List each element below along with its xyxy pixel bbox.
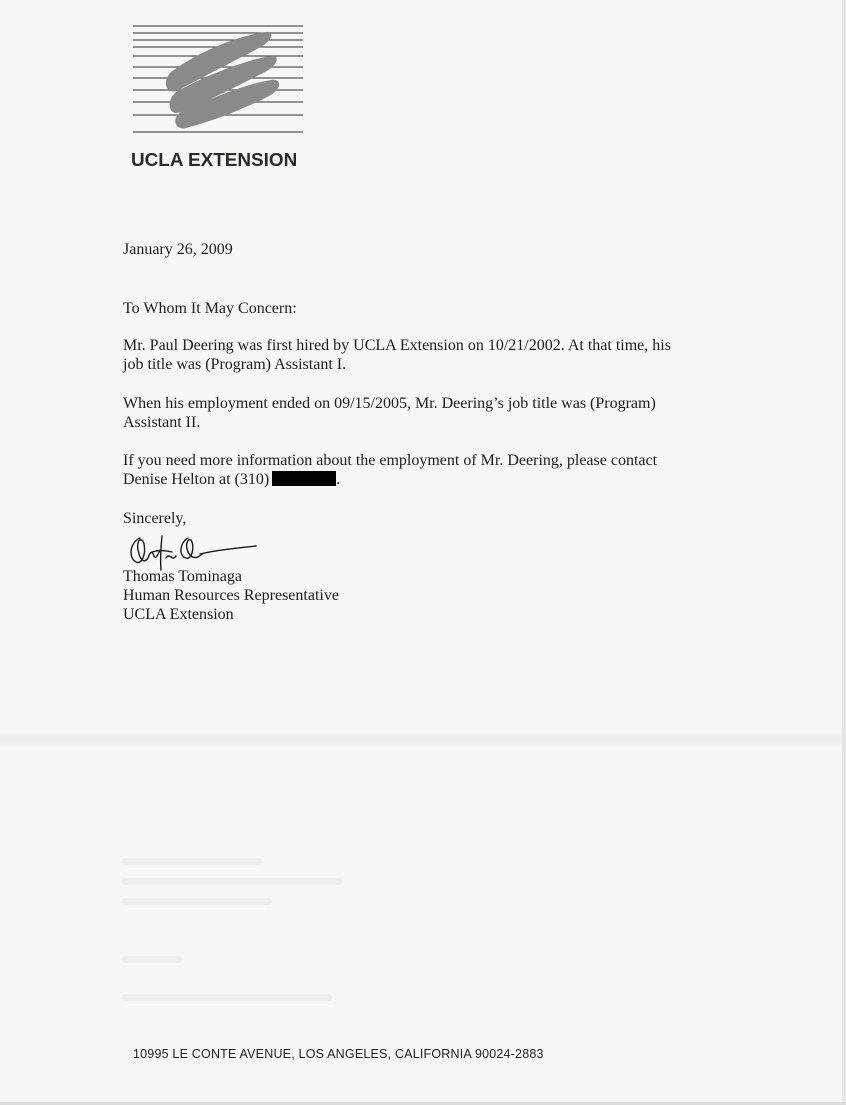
paragraph-2-line-1: When his employment ended on 09/15/2005, Mr. Deering’s job title was (Program) — [123, 395, 656, 412]
closing: Sincerely, — [123, 510, 187, 527]
paragraph-2-line-2: Assistant II. — [123, 414, 201, 431]
paragraph-1-line-2: job title was (Program) Assistant I. — [123, 356, 347, 373]
bleed-through-mark — [122, 898, 272, 905]
signer-organization: UCLA Extension — [123, 606, 234, 623]
contact-suffix: . — [336, 471, 341, 488]
bleed-through-mark — [122, 878, 342, 885]
org-wordmark: UCLA EXTENSION — [131, 150, 298, 170]
paragraph-3-line-2 — [123, 470, 340, 489]
footer-address: 10995 LE CONTE AVENUE, LOS ANGELES, CALIFORNIA 90024-2883 — [133, 1047, 544, 1061]
paragraph-3-line-1: If you need more information about the employment of Mr. Deering, please contact — [123, 452, 658, 469]
letter-date: January 26, 2009 — [123, 241, 233, 258]
signer-title: Human Resources Representative — [123, 587, 339, 604]
contact-prefix: Denise Helton at (310) — [123, 471, 270, 488]
paper-edge-right — [842, 0, 846, 1105]
signer-name: Thomas Tominaga — [123, 568, 243, 585]
paragraph-1-line-1: Mr. Paul Deering was first hired by UCLA Extension on 10/21/2002. At that time, his — [123, 337, 671, 354]
bleed-through-mark — [122, 956, 182, 963]
redacted-phone-number — [272, 471, 336, 486]
bleed-through-mark — [122, 858, 262, 865]
ucla-extension-logo-icon — [131, 20, 305, 140]
salutation: To Whom It May Concern: — [123, 300, 297, 317]
bleed-through-mark — [122, 994, 332, 1001]
paper-fold-shadow — [0, 732, 846, 746]
